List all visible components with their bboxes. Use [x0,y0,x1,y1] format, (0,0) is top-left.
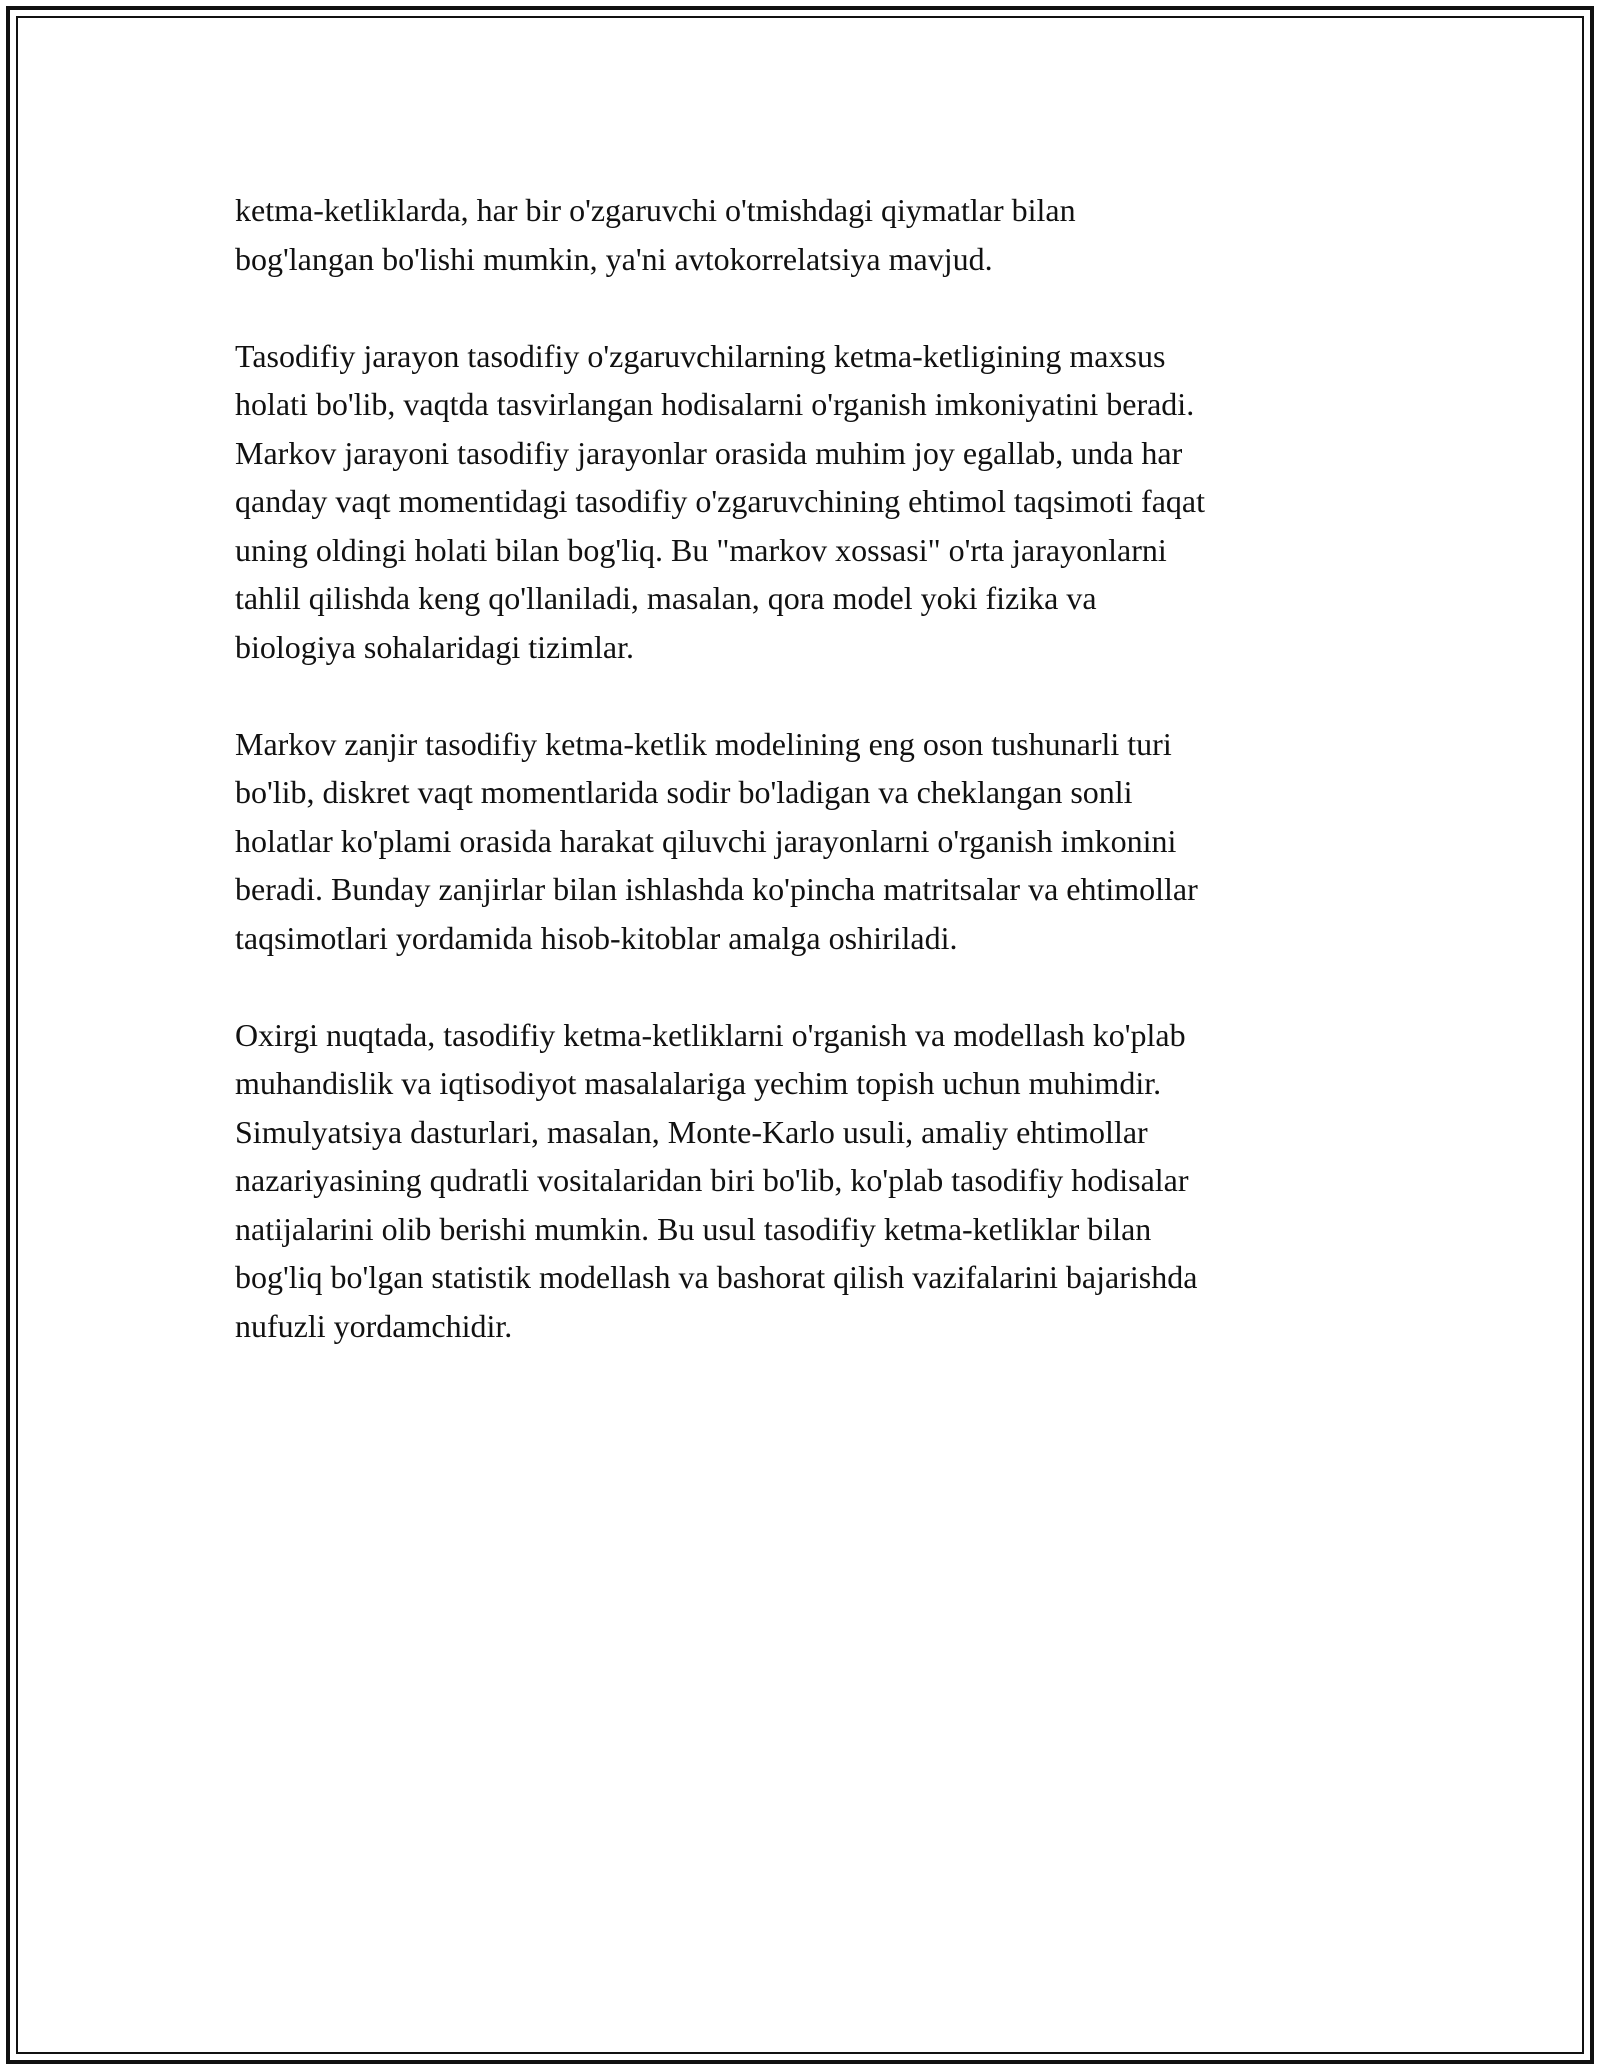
paragraph-1 [235,186,1375,283]
text-line: muhandislik va iqtisodiyot masalalariga yechim topish uchun muhimdir. [235,1065,1162,1101]
text-line: natijalarini olib berishi mumkin. Bu usul tasodifiy ketma-ketliklar bilan [235,1210,1152,1247]
text-line: ketma-ketliklarda, har bir o'zgaruvchi o'tmishdagi qiymatlar bilan [235,192,1076,228]
text-line: Markov jarayoni tasodifiy jarayonlar orasida muhim joy egallab, unda har [235,434,1183,471]
text-line: bog'langan bo'lishi mumkin, ya'ni avtokorrelatsiya mavjud. [235,240,993,277]
paragraph-4 [235,1011,1375,1351]
paragraph-3 [235,720,1375,963]
paragraph-2 [235,332,1375,672]
text-line: Simulyatsiya dasturlari, masalan, Monte-Karlo usuli, amaliy ehtimollar [235,1113,1148,1150]
text-line: Tasodifiy jarayon tasodifiy o'zgaruvchilarning ketma-ketligining maxsus [235,337,1166,374]
text-line: Oxirgi nuqtada, tasodifiy ketma-ketliklarni o'rganish va modellash ko'plab [235,1016,1186,1053]
text-line: holatlar ko'plami orasida harakat qiluvchi jarayonlarni o'rganish imkonini [235,822,1177,859]
text-line: nufuzli yordamchidir. [235,1307,513,1344]
text-line: nazariyasining qudratli vositalaridan biri bo'lib, ko'plab tasodifiy hodisalar [235,1162,1189,1198]
text-line: qanday vaqt momentidagi tasodifiy o'zgaruvchining ehtimol taqsimoti faqat [235,483,1205,519]
text-line: Markov zanjir tasodifiy ketma-ketlik modelining eng oson tushunarli turi [235,725,1172,762]
text-line: holati bo'lib, vaqtda tasvirlangan hodisalarni o'rganish imkoniyatini beradi. [235,386,1195,422]
text-line: tahlil qilishda keng qo'llaniladi, masalan, qora model yoki fizika va [235,580,1097,616]
document-body [235,186,1375,1399]
text-line: biologiya sohalaridagi tizimlar. [235,628,635,665]
text-line: beradi. Bunday zanjirlar bilan ishlashda ko'pincha matritsalar va ehtimollar [235,871,1198,907]
text-line: taqsimotlari yordamida hisob-kitoblar amalga oshiriladi. [235,919,958,956]
text-line: bog'liq bo'lgan statistik modellash va bashorat qilish vazifalarini bajarishda [235,1259,1198,1295]
text-line: uning oldingi holati bilan bog'liq. Bu "markov xossasi" o'rta jarayonlarni [235,531,1167,568]
text-line: bo'lib, diskret vaqt momentlarida sodir bo'ladigan va cheklangan sonli [235,774,1133,810]
